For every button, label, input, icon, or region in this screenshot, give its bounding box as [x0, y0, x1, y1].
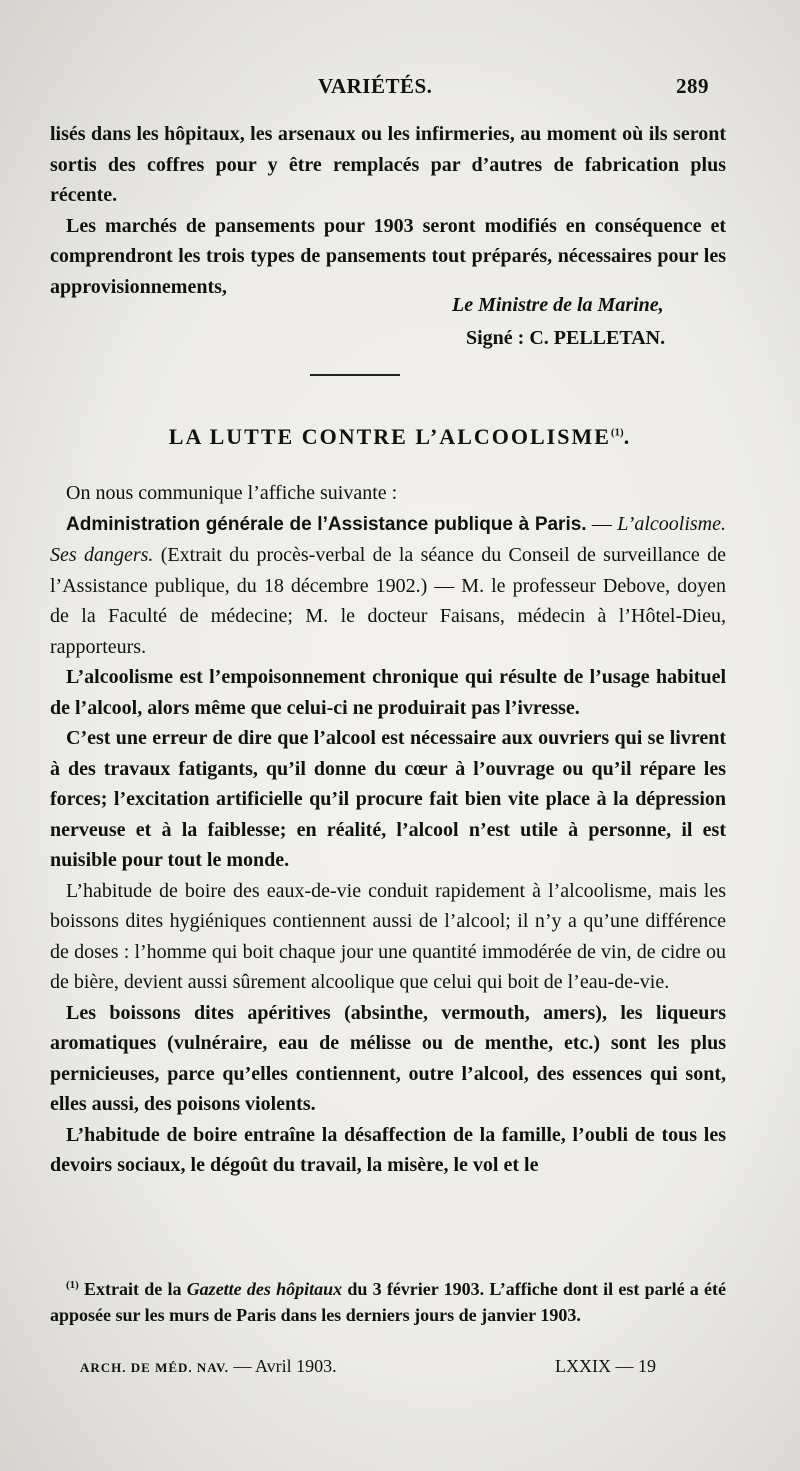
- journal-abbreviation: ARCH. DE MÉD. NAV.: [80, 1360, 229, 1375]
- footnote-lead: Extrait de la: [78, 1279, 187, 1299]
- issue-date: — Avril 1903.: [228, 1356, 337, 1376]
- footnote: [50, 1272, 726, 1328]
- article-body: [50, 478, 726, 1181]
- footnote-text: [50, 1272, 726, 1328]
- administration-dash: —: [586, 512, 618, 535]
- page-number: 289: [676, 74, 709, 98]
- signature-name: Signé : C. PELLETAN.: [466, 327, 666, 349]
- paragraph-intro: On nous communique l’affiche suivante :: [66, 482, 398, 504]
- paragraph-famille: L’habitude de boire entraîne la désaffection de la famille, l’oubli de tous les devoirs sociaux, le dégoût du travail, la misère, le vol et le: [50, 1123, 726, 1176]
- section-divider: [310, 374, 400, 376]
- signature-mark: LXXIX — 19: [555, 1356, 656, 1376]
- running-head: [0, 74, 800, 106]
- footer-left: [80, 1356, 337, 1377]
- signature-minister: Le Ministre de la Marine,: [452, 294, 664, 316]
- running-head-title: VARIÉTÉS.: [318, 74, 433, 98]
- paragraph-habitude: L’habitude de boire des eaux-de-vie conduit rapidement à l’alcoolisme, mais les boissons dites hygiéniques contiennent aussi de l’alcool; il n’y a qu’une différence de doses : l’homme qui boit chaque jour une quantité immodérée de vin, de cidre ou de bière, devient aussi sûrement alcoolique que celui qui boit de l’eau-de-vie.: [50, 879, 726, 993]
- paragraph-administration: [50, 509, 726, 663]
- footnote-marker: (1): [66, 1279, 79, 1291]
- poster-title: L’alcoolisme. Ses dangers.: [50, 512, 726, 566]
- page-footer: [0, 1356, 800, 1386]
- article-heading: LA LUTTE CONTRE L’ALCOOLISME$^{(1)}$.: [168, 424, 632, 449]
- paragraph-marches: Les marchés de pansements pour 1903 seront modifiés en conséquence et comprendront les trois types de pansements tout préparés, nécessaires pour les approvisionnements,: [50, 214, 726, 298]
- top-continuation: [50, 119, 726, 302]
- article-heading-text: LA LUTTE CONTRE L’ALCOOLISME: [168, 424, 611, 449]
- heading-footnote-marker: (1): [610, 426, 624, 439]
- administration-title: Administration générale de l’Assistance publique à Paris.: [66, 513, 587, 535]
- paragraph-continuation: lisés dans les hôpitaux, les arsenaux ou les infirmeries, au moment où ils seront sortis des coffres pour y être remplacés par d’autres de fabrication plus récente.: [50, 123, 726, 206]
- administration-details: (Extrait du procès-verbal de la séance du Conseil de surveillance de l’Assistance publique, du 18 décembre 1902.) — M. le professeur Debove, doyen de la Faculté de médecine; M. le docteur Faisans, médecin à l’Hôtel-Dieu, rapporteurs.: [50, 544, 726, 658]
- paragraph-erreur: C’est une erreur de dire que l’alcool est nécessaire aux ouvriers qui se livrent à des travaux fatigants, qu’il donne du cœur à l’ouvrage ou qu’il répare les forces; l’excitation artificielle qu’il procure fait bien vite place à la dépression nerveuse et à la faiblesse; en réalité, l’alcool n’est utile à personne, il est nuisible pour tout le monde.: [50, 727, 726, 871]
- paragraph-aperitives: Les boissons dites apéritives (absinthe, vermouth, amers), les liqueurs aromatiques (vulnéraire, eau de mélisse ou de menthe, etc.) sont les plus pernicieuses, parce qu’elles contiennent, outre l’alcool, des essences qui sont, elles aussi, des poisons violents.: [50, 1001, 726, 1115]
- footnote-rest: du 3 février 1903. L’affiche dont il est parlé a été apposée sur les murs de Paris dans les derniers jours de janvier 1903.: [50, 1279, 726, 1325]
- paragraph-definition: L’alcoolisme est l’empoisonnement chronique qui résulte de l’usage habituel de l’alcool, alors même que celui-ci ne produirait pas l’ivresse.: [50, 666, 726, 719]
- footnote-source: Gazette des hôpitaux: [186, 1279, 343, 1299]
